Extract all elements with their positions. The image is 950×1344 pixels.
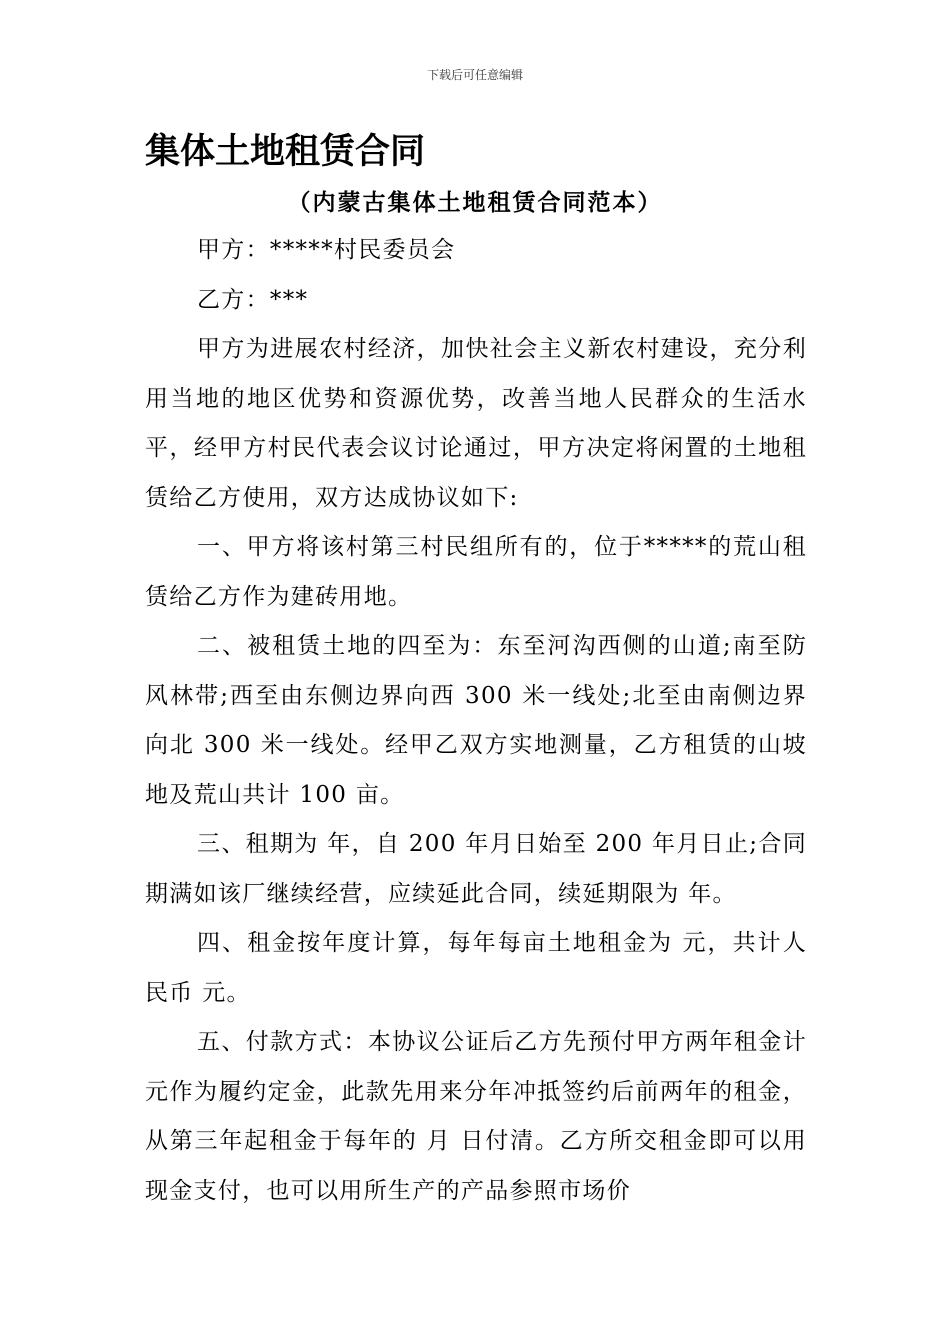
document-subtitle: （内蒙古集体土地租赁合同范本） — [287, 189, 663, 216]
clause-4: 四、租金按年度计算，每年每亩土地租金为 元，共计人民币 元。 — [145, 930, 807, 1006]
party-b-line: 乙方：*** — [197, 286, 309, 313]
document-title: 集体土地租赁合同 — [145, 132, 426, 172]
party-a-line: 甲方：*****村民委员会 — [197, 237, 456, 263]
clause-1: 一、甲方将该村第三村民组所有的，位于*****的荒山租赁给乙方作为建砖用地。 — [145, 534, 807, 610]
page-header-note: 下载后可任意编辑 — [426, 68, 523, 82]
contract-body — [145, 226, 807, 1216]
clause-5: 五、付款方式：本协议公证后乙方先预付甲方两年租金计 元作为履约定金，此款先用来分年冲抵签约后前两年的租金，从第三年起租金于每年的 月 日付清。乙方所交租金即可以用现金支付，也可以用所生产的产品参照市场价 — [145, 1029, 807, 1204]
clause-3: 三、租期为 年，自 200 年月日始至 200 年月日止;合同期满如该厂继续经营，应续延此合同，续延期限为 年。 — [145, 831, 807, 907]
clause-2: 二、被租赁土地的四至为：东至河沟西侧的山道;南至防风林带;西至由东侧边界向西 300 米一线处;北至由南侧边界向北 300 米一线处。经甲乙双方实地测量，乙方租赁的山坡地及荒山共计 100 亩。 — [145, 633, 807, 808]
preamble-paragraph: 甲方为进展农村经济，加快社会主义新农村建设，充分利用当地的地区优势和资源优势，改善当地人民群众的生活水平，经甲方村民代表会议讨论通过，甲方决定将闲置的土地租赁给乙方使用，双方达成协议如下: — [145, 336, 807, 511]
